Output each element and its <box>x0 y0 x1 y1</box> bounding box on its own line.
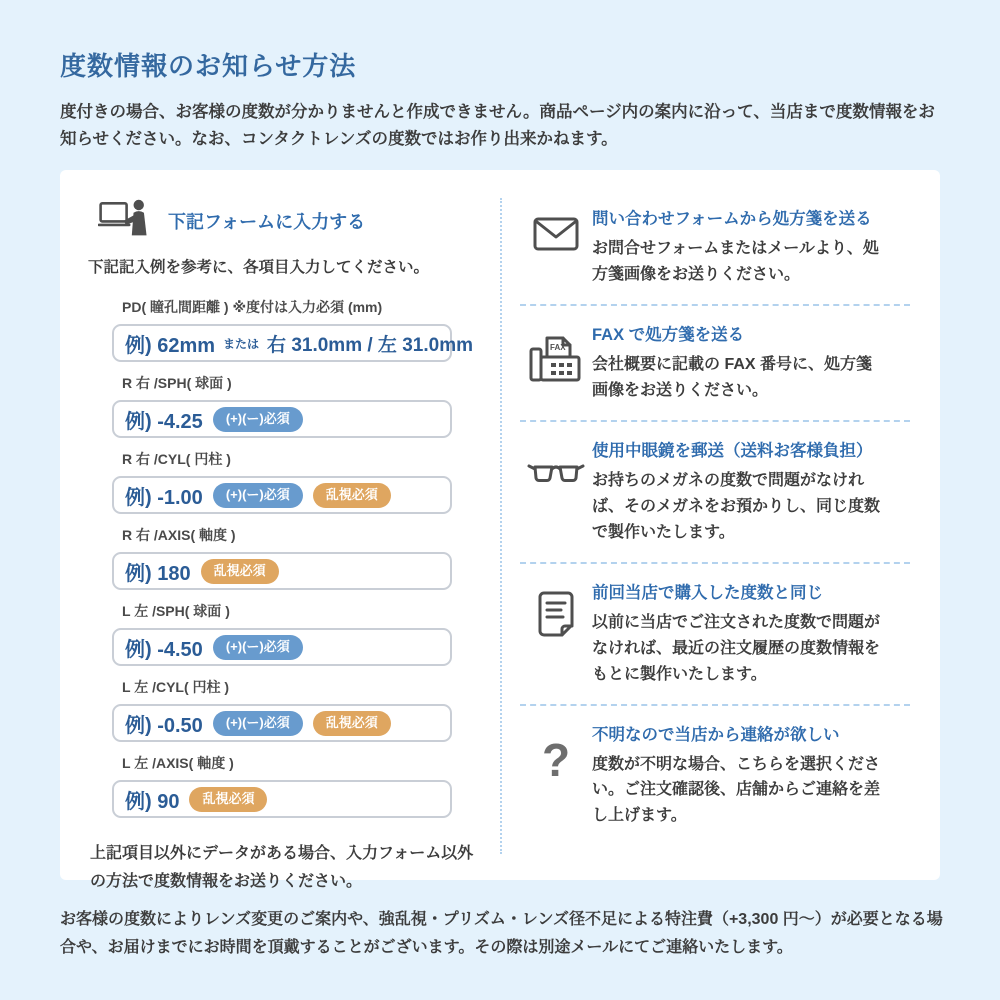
astigmatism-required-badge: 乱視必須 <box>313 711 391 736</box>
method-text <box>592 721 884 830</box>
plus-minus-required-badge: (+)(ー)必須 <box>213 407 303 432</box>
svg-text:FAX: FAX <box>550 343 566 353</box>
field-pd <box>112 297 474 362</box>
method-unknown-contact <box>520 704 910 846</box>
field-pd-label: PD( 瞳孔間距離 ) ※度付は入力必須 (mm) <box>122 299 383 316</box>
method-text <box>592 579 884 688</box>
method-previous-order-title: 前回当店で購入した度数と同じ <box>592 583 823 602</box>
form-subheading: 下記記入例を参考に、各項目入力してください。 <box>88 259 430 277</box>
method-text <box>592 205 884 288</box>
person-at-computer-icon <box>98 198 150 243</box>
astigmatism-required-badge: 乱視必須 <box>201 559 279 584</box>
question-icon: ? <box>541 733 571 786</box>
astigmatism-required-badge: 乱視必須 <box>313 483 391 508</box>
methods-card <box>60 170 940 891</box>
method-fax-body: 会社概要に記載の FAX 番号に、処方箋画像をお送りください。 <box>592 356 873 400</box>
plus-minus-required-badge: (+)(ー)必須 <box>213 483 303 508</box>
field-r-sph-label: R 右 /SPH( 球面 ) <box>122 375 232 392</box>
r-axis-example-value: 例) 180 <box>125 562 191 585</box>
method-text <box>592 437 884 546</box>
plus-minus-required-badge: (+)(ー)必須 <box>213 711 303 736</box>
footer-note: お客様の度数によりレンズ変更のご案内や、強乱視・プリズム・レンズ径不足による特注費（+3,300 円～）が必要となる場合や、お届けまでにお時間を頂戴することがございます。その際は別途メールにてご連絡いたします。 <box>60 911 943 956</box>
method-previous-order-body: 以前に当店でご注文された度数で問題がなければ、最近の注文履歴の度数情報をもとに製作いたします。 <box>592 613 881 683</box>
field-l-sph-example-box <box>112 628 452 666</box>
method-previous-order <box>520 562 910 704</box>
field-l-cyl <box>112 677 474 742</box>
field-r-sph <box>112 373 474 438</box>
field-r-cyl-example-box <box>112 476 452 514</box>
other-methods-column <box>502 190 910 862</box>
l-cyl-example-value: 例) -0.50 <box>125 714 203 737</box>
document-icon <box>520 579 592 688</box>
r-sph-example-value: 例) -4.25 <box>125 410 203 433</box>
astigmatism-required-badge: 乱視必須 <box>189 787 267 812</box>
form-note: 上記項目以外にデータがある場合、入力フォーム以外の方法で度数情報をお送りください。 <box>90 845 474 891</box>
field-l-axis-example-box <box>112 780 452 818</box>
pd-example-value: 例) 62mm <box>125 334 216 357</box>
pd-example-or: または <box>223 336 260 351</box>
l-axis-example-value: 例) 90 <box>125 790 180 813</box>
field-r-cyl-label: R 右 /CYL( 円柱 ) <box>122 451 231 468</box>
method-mail-glasses-body: お持ちのメガネの度数で問題がなければ、そのメガネをお預かりし、同じ度数で製作いたします。 <box>592 472 881 541</box>
form-header <box>98 198 474 243</box>
field-l-axis <box>112 753 474 818</box>
method-contact-form <box>520 190 910 304</box>
field-l-cyl-label: L 左 /CYL( 円柱 ) <box>122 679 230 696</box>
plus-minus-required-badge: (+)(ー)必須 <box>213 635 303 660</box>
r-cyl-example-value: 例) -1.00 <box>125 486 203 509</box>
method-contact-form-title: 問い合わせフォームから処方箋を送る <box>592 210 872 229</box>
method-mail-glasses-title: 使用中眼鏡を郵送（送料お客様負担） <box>592 442 873 461</box>
method-fax-title: FAX で処方箋を送る <box>592 326 745 345</box>
field-r-axis <box>112 525 474 590</box>
page-title: 度数情報のお知らせ方法 <box>60 51 357 81</box>
method-mail-glasses <box>520 420 910 562</box>
field-r-cyl <box>112 449 474 514</box>
method-unknown-contact-title: 不明なので当店から連絡が欲しい <box>592 725 840 744</box>
field-r-axis-label: R 右 /AXIS( 軸度 ) <box>122 527 236 544</box>
intro-paragraph: 度付きの場合、お客様の度数が分かりませんと作成できません。商品ページ内の案内に沿って、当店まで度数情報をお知らせください。なお、コンタクトレンズの度数ではお作り出来かねます。 <box>60 103 935 148</box>
fax-icon <box>520 321 592 404</box>
field-pd-example-box <box>112 324 473 362</box>
mail-icon <box>520 205 592 288</box>
field-l-sph <box>112 601 474 666</box>
form-heading: 下記フォームに入力する <box>168 211 366 232</box>
form-example-column <box>88 190 500 891</box>
method-unknown-contact-body: 度数が不明な場合、こちらを選択ください。ご注文確認後、店舗からご連絡を差し上げます。 <box>592 755 881 825</box>
field-l-sph-label: L 左 /SPH( 球面 ) <box>122 603 230 620</box>
method-contact-form-body: お問合せフォームまたはメールより、処方箋画像をお送りください。 <box>592 240 879 284</box>
glasses-icon <box>520 437 592 546</box>
l-sph-example-value: 例) -4.50 <box>125 638 203 661</box>
field-l-axis-label: L 左 /AXIS( 軸度 ) <box>122 755 234 772</box>
pd-example-alt: 右 31.0mm / 左 31.0mm <box>267 334 473 356</box>
field-l-cyl-example-box <box>112 704 452 742</box>
method-text <box>592 321 884 404</box>
field-r-sph-example-box <box>112 400 452 438</box>
field-r-axis-example-box <box>112 552 452 590</box>
method-fax <box>520 304 910 420</box>
